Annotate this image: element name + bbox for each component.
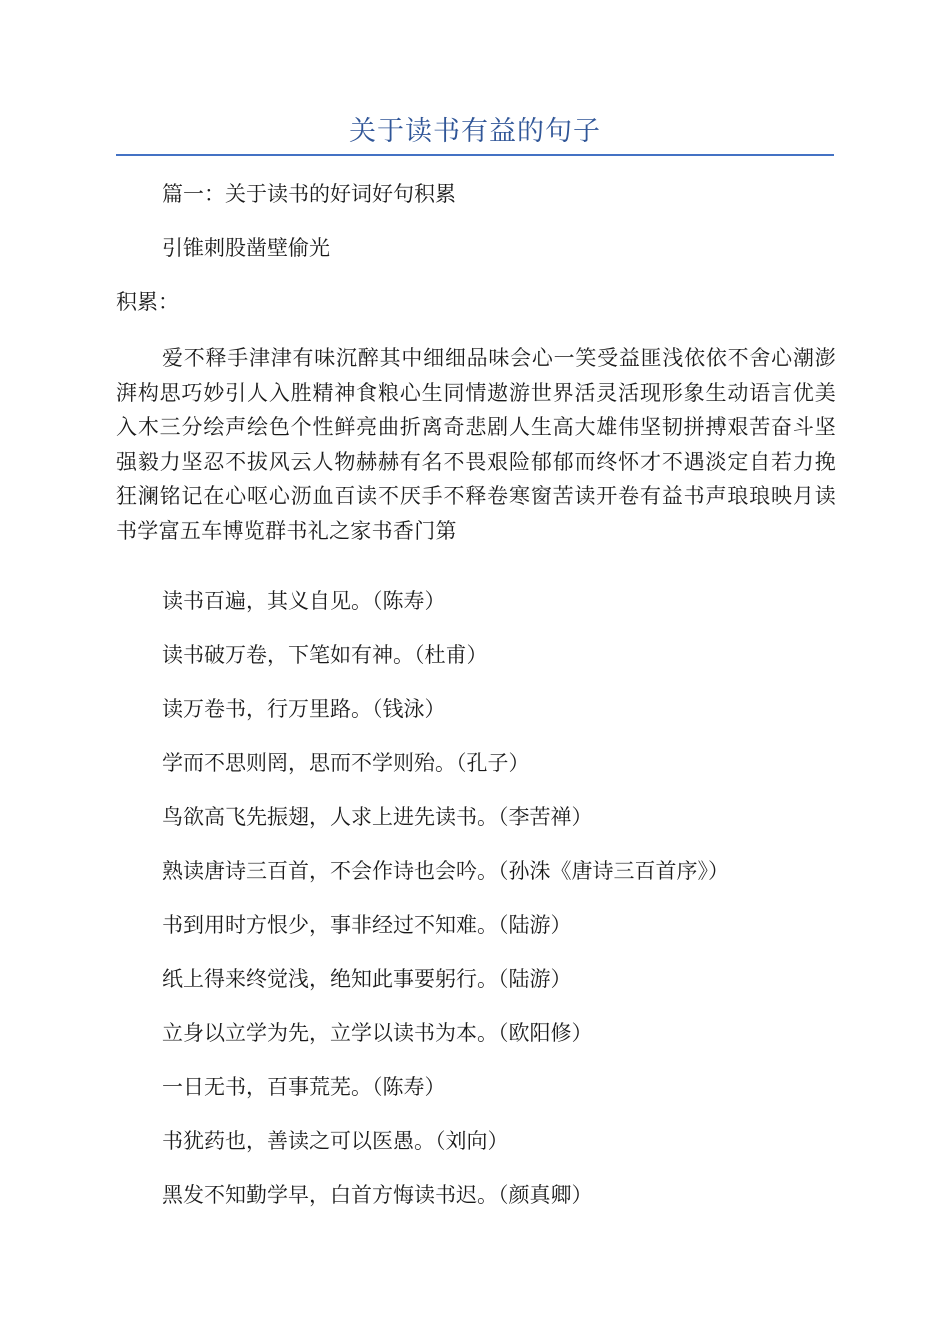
quote-line: 学而不思则罔，思而不学则殆。（孔子） xyxy=(162,751,530,775)
word-paragraph: 爱不释手津津有味沉醉其中细细品味会心一笑受益匪浅依依不舍心潮澎湃构思巧妙引人入胜精神食粮心生同情遨游世界活灵活现形象生动语言优美入木三分绘声绘色个性鲜亮曲折离奇悲剧人生高大雄伟坚韧拼搏艰苦奋斗坚强毅力坚忍不拔风云人物赫赫有名不畏艰险郁郁而终怀才不遇淡定自若力挽狂澜铭记在心呕心沥血百读不厌手不释卷寒窗苦读开卷有益书声琅琅映月读书学富五车博览群书礼之家书香门第 xyxy=(116,346,836,543)
quote-line: 书到用时方恨少，事非经过不知难。（陆游） xyxy=(162,913,572,937)
quote-line: 纸上得来终觉浅，绝知此事要躬行。（陆游） xyxy=(162,967,572,991)
title-underline xyxy=(116,154,834,156)
quote-line: 一日无书，百事荒芜。（陈寿） xyxy=(162,1075,446,1099)
quote-line: 读书百遍，其义自见。（陈寿） xyxy=(162,589,446,613)
quote-line: 书犹药也，善读之可以医愚。（刘向） xyxy=(162,1129,509,1153)
idioms-line: 引锥刺股凿壁偷光 xyxy=(162,236,330,260)
quote-line: 鸟欲高飞先振翅，人求上进先读书。（李苦禅） xyxy=(162,805,593,829)
quote-line: 立身以立学为先，立学以读书为本。（欧阳修） xyxy=(162,1021,593,1045)
accumulate-label: 积累： xyxy=(116,290,179,314)
quote-line: 黑发不知勤学早，白首方悔读书迟。（颜真卿） xyxy=(162,1183,593,1207)
quote-line: 熟读唐诗三百首，不会作诗也会吟。（孙洙《唐诗三百首序》） xyxy=(162,859,729,883)
quote-line: 读万卷书，行万里路。（钱泳） xyxy=(162,697,446,721)
section-heading: 篇一：关于读书的好词好句积累 xyxy=(162,182,456,206)
document-title: 关于读书有益的句子 xyxy=(349,116,601,147)
quote-line: 读书破万卷，下笔如有神。（杜甫） xyxy=(162,643,488,667)
